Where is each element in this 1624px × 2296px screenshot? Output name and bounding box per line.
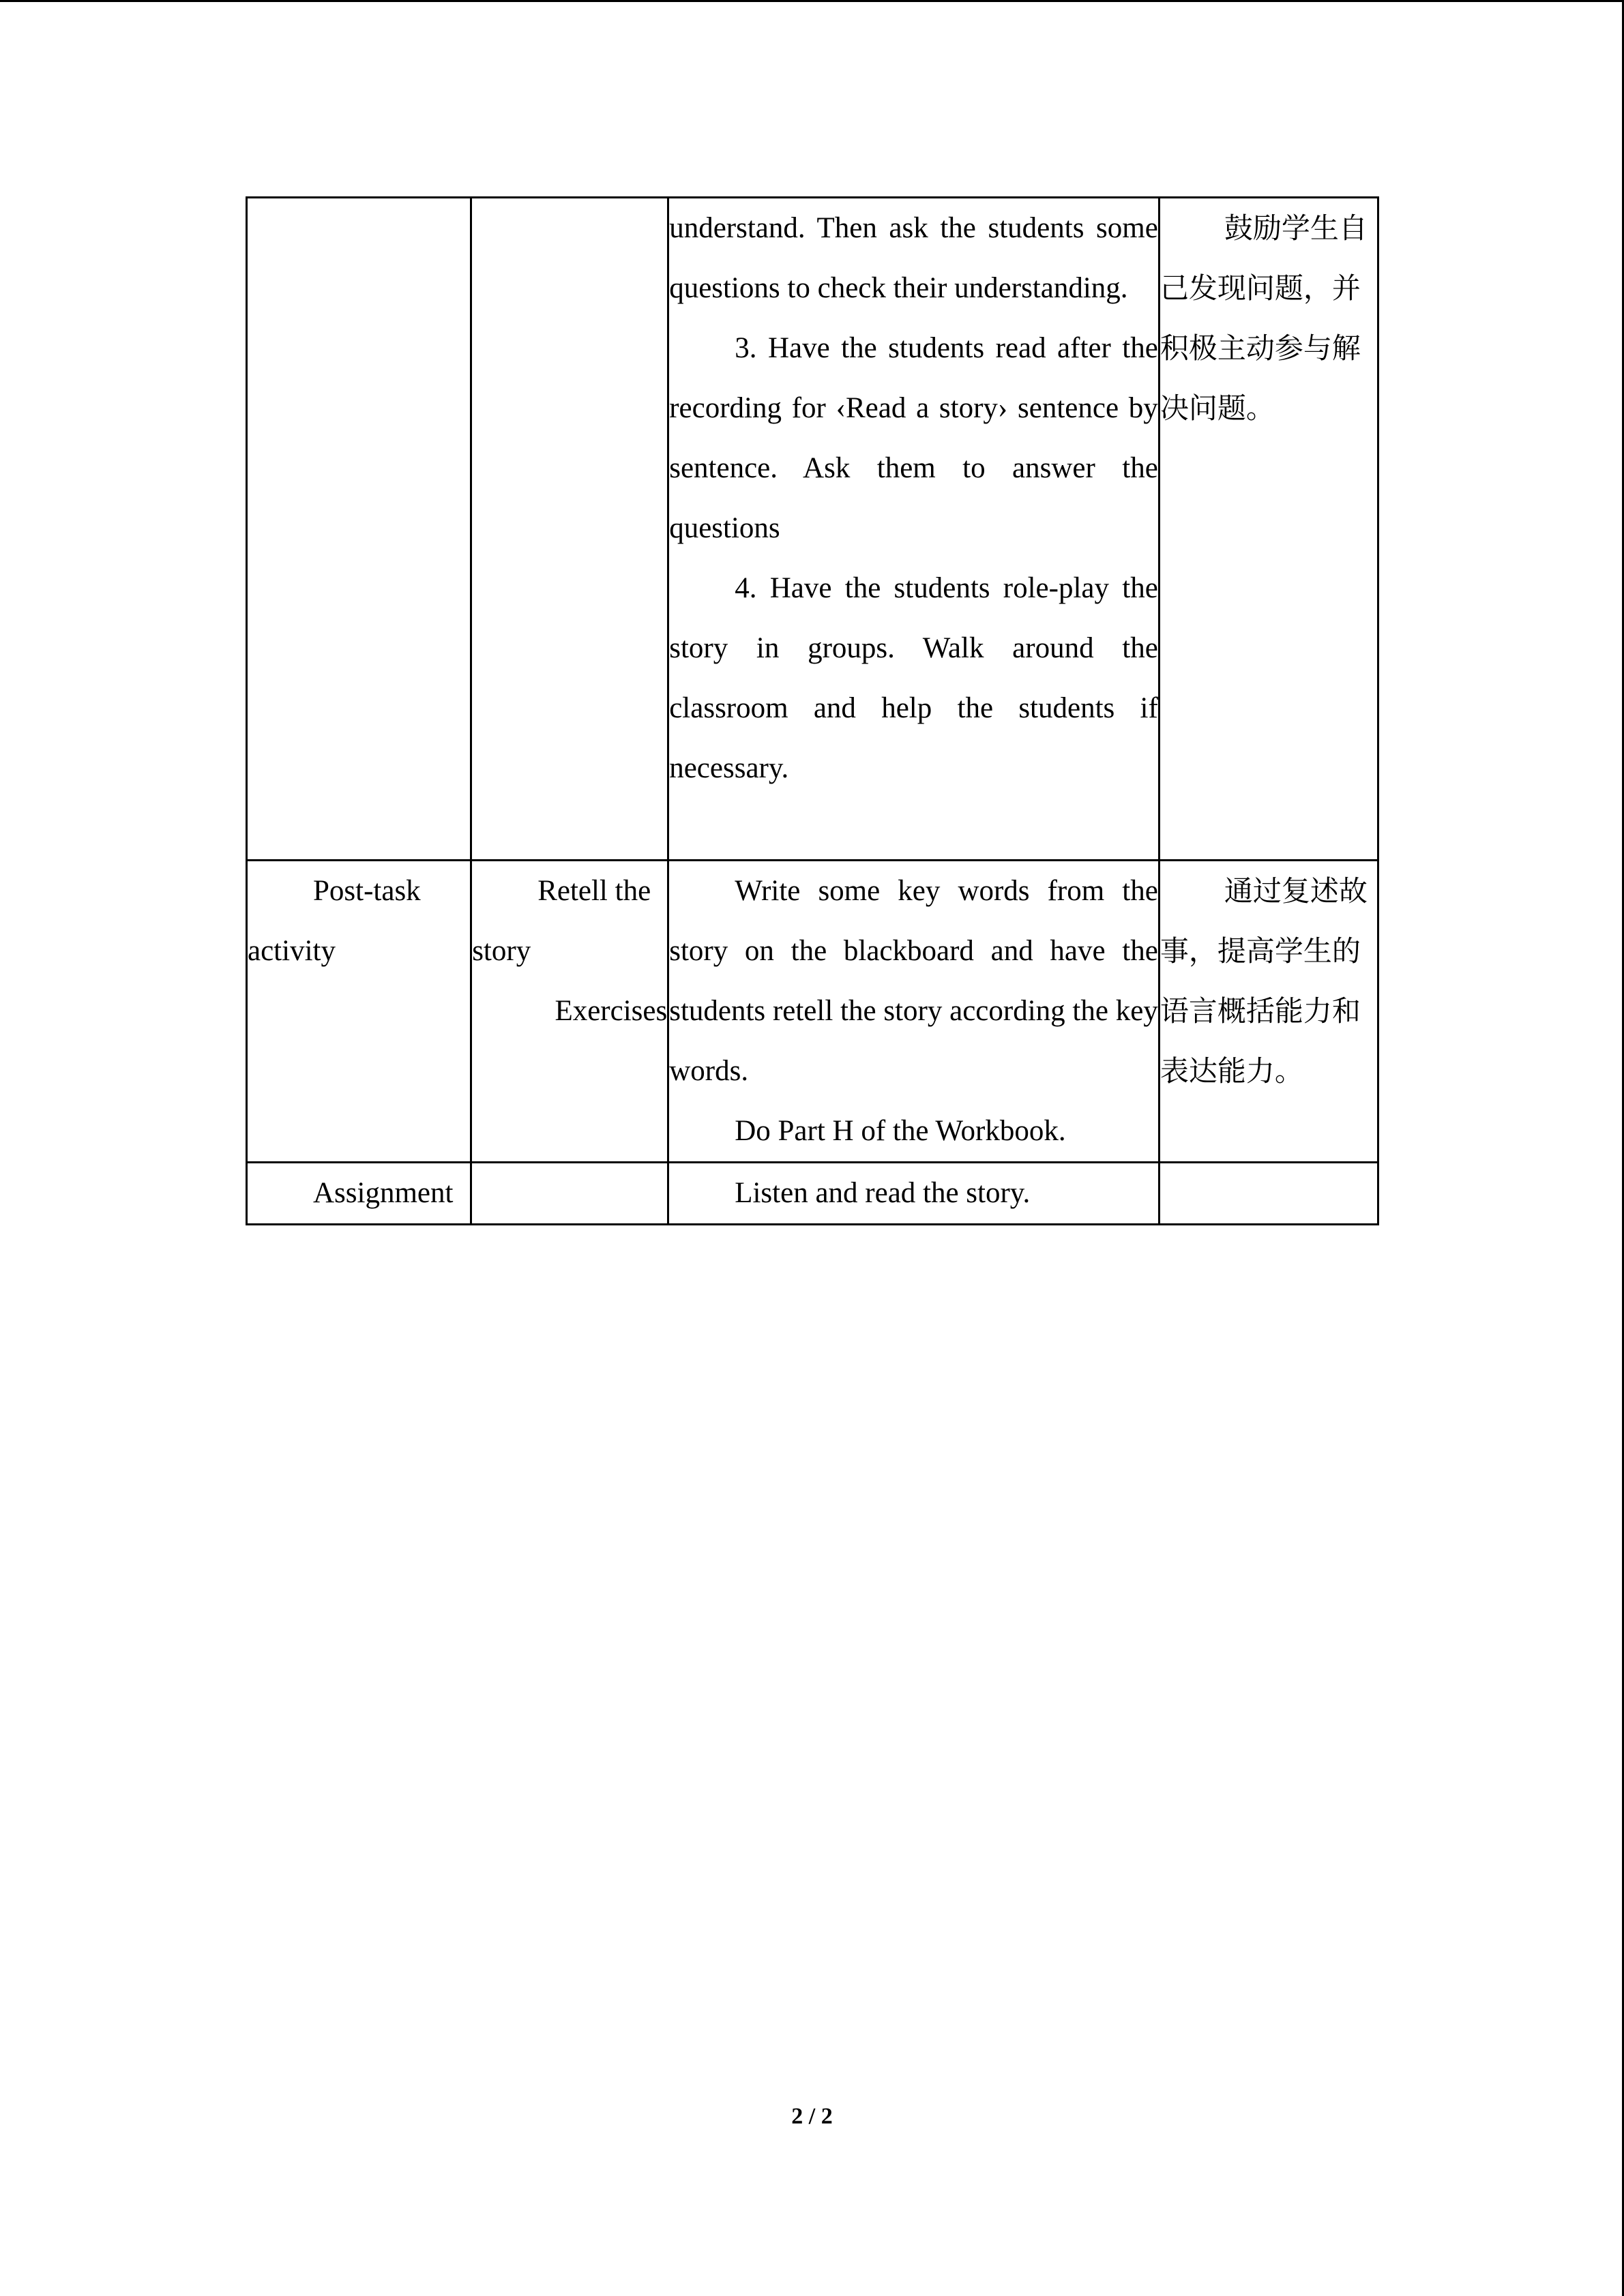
procedure-paragraph: Do Part H of the Workbook.	[735, 1115, 1066, 1147]
purpose-cell	[1159, 198, 1378, 861]
step-cell	[471, 198, 668, 861]
procedure-paragraph: Listen and read the story.	[735, 1177, 1031, 1209]
step-cell	[471, 861, 668, 1163]
procedure-cell	[668, 1163, 1160, 1225]
stage-cell	[247, 198, 471, 861]
procedure-paragraph: understand. Then ask the students some questions to check their understanding.	[669, 212, 1158, 304]
procedure-paragraph: Write some key words from the story on the blackboard and have the students retell the story according the key words.	[669, 875, 1158, 1087]
stage-text: Assignment	[313, 1177, 454, 1209]
page-top-border	[0, 0, 1624, 2]
step-text: Retell the story	[472, 875, 651, 967]
table-row	[247, 861, 1378, 1163]
purpose-cell	[1159, 861, 1378, 1163]
stage-cell	[247, 1163, 471, 1225]
purpose-text: 鼓励学生自己发现问题，并积极主动参与解决问题。	[1160, 211, 1368, 425]
stage-cell	[247, 861, 471, 1163]
procedure-paragraph: 4. Have the students role-play the story in groups. Walk around the classroom and help the students if necessary.	[669, 572, 1158, 784]
procedure-cell	[668, 861, 1160, 1163]
table-row	[247, 198, 1378, 861]
purpose-text: 通过复述故事，提高学生的语言概括能力和表达能力。	[1160, 874, 1368, 1088]
procedure-cell	[668, 198, 1160, 861]
purpose-cell	[1159, 1163, 1378, 1225]
lesson-plan-table	[246, 196, 1379, 1225]
step-text: Exercises	[555, 995, 668, 1027]
step-cell	[471, 1163, 668, 1225]
stage-text: Post-task activity	[248, 875, 421, 967]
table-row	[247, 1163, 1378, 1225]
procedure-paragraph: 3. Have the students read after the recording for ‹Read a story› sentence by sentence. Ask them to answer the questions	[669, 332, 1158, 544]
page-number: 2 / 2	[791, 2104, 833, 2129]
